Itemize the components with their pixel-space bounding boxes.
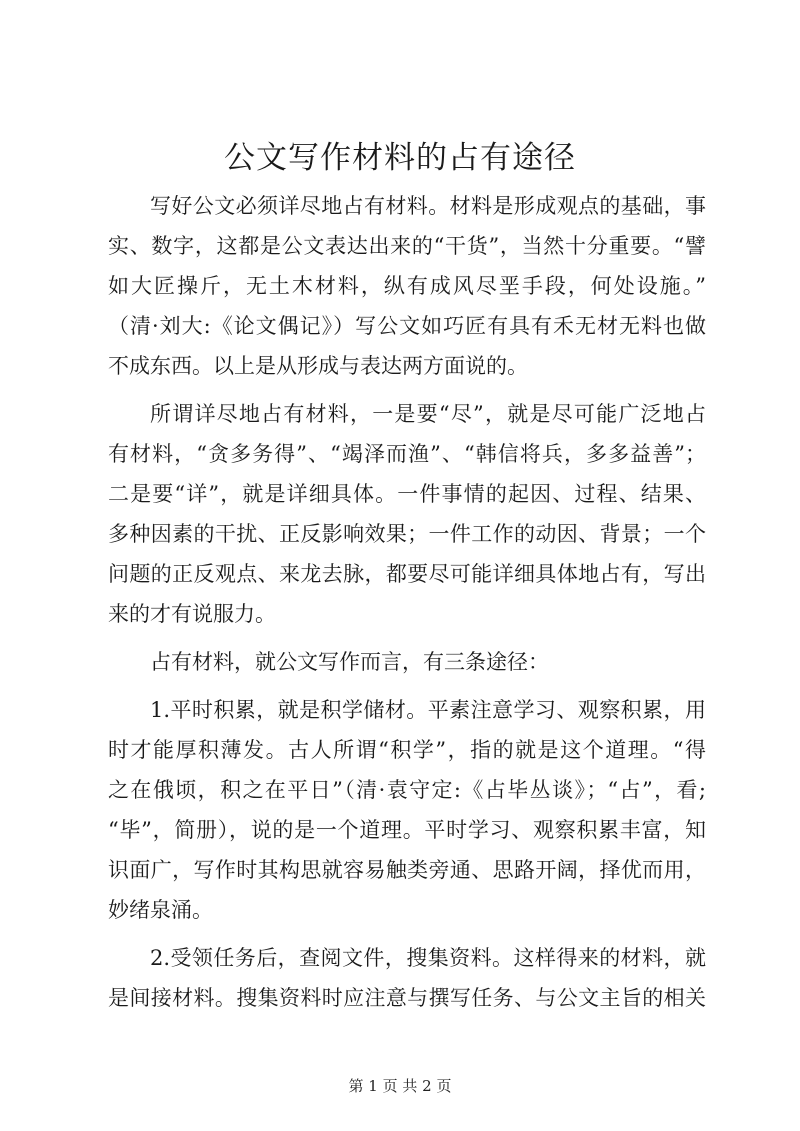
page-number-footer: 第 1 页 共 2 页 bbox=[348, 1077, 452, 1095]
paragraph-1-line-3: 如大匠操斤，无土木材料，纵有成风尽垩手段，何处设施。” bbox=[108, 274, 706, 298]
document-title: 公文写作材料的占有途径 bbox=[224, 140, 576, 176]
paragraph-1-line-1: 写好公文必须详尽地占有材料。材料是形成观点的基础，事 bbox=[150, 194, 706, 218]
paragraph-2-line-4: 多种因素的干扰、正反影响效果；一件工作的动因、背景；一个 bbox=[108, 522, 706, 546]
paragraph-4-line-5: 识面广，写作时其构思就容易触类旁通、思路开阔，择优而用， bbox=[108, 858, 706, 882]
paragraph-3-line-1: 占有材料，就公文写作而言，有三条途径： bbox=[150, 650, 549, 674]
paragraph-2-line-5: 问题的正反观点、来龙去脉，都要尽可能详细具体地占有，写出 bbox=[108, 562, 706, 586]
paragraph-2-line-1: 所谓详尽地占有材料，一是要“尽”，就是尽可能广泛地占 bbox=[150, 402, 706, 426]
paragraph-gap bbox=[108, 930, 706, 938]
paragraph-gap bbox=[108, 386, 706, 394]
paragraph-4-line-6: 妙绪泉涌。 bbox=[108, 898, 213, 922]
paragraph-4-line-4: “毕”，简册），说的是一个道理。平时学习、观察积累丰富，知 bbox=[108, 818, 706, 842]
paragraph-4-line-3: 之在俄顷，积之在平日”（清·袁守定:《占毕丛谈》；“占”，看; bbox=[108, 778, 706, 802]
paragraph-1-line-4: （清·刘大:《论文偶记》）写公文如巧匠有具有禾无材无料也做 bbox=[108, 314, 706, 338]
paragraph-1-line-5: 不成东西。以上是从形成与表达两方面说的。 bbox=[108, 354, 528, 378]
paragraph-2-line-3: 二是要“详”，就是详细具体。一件事情的起因、过程、结果、 bbox=[108, 482, 706, 506]
paragraph-gap bbox=[108, 634, 706, 642]
paragraph-5-line-2: 是间接材料。搜集资料时应注意与撰写任务、与公文主旨的相关 bbox=[108, 986, 706, 1010]
paragraph-gap bbox=[108, 682, 706, 690]
paragraph-5-line-1: 2.受领任务后，查阅文件，搜集资料。这样得来的材料，就 bbox=[150, 946, 706, 970]
paragraph-1-line-2: 实、数字，这都是公文表达出来的“干货”，当然十分重要。“譬 bbox=[108, 234, 706, 258]
paragraph-2-line-2: 有材料，“贪多务得”、“竭泽而渔”、“韩信将兵，多多益善”； bbox=[108, 442, 706, 466]
paragraph-4-line-2: 时才能厚积薄发。古人所谓“积学”，指的就是这个道理。“得 bbox=[108, 738, 706, 762]
document-body bbox=[108, 186, 706, 1018]
paragraph-4-line-1: 1.平时积累，就是积学储材。平素注意学习、观察积累，用 bbox=[150, 698, 706, 722]
paragraph-2-line-6: 来的才有说服力。 bbox=[108, 602, 276, 626]
